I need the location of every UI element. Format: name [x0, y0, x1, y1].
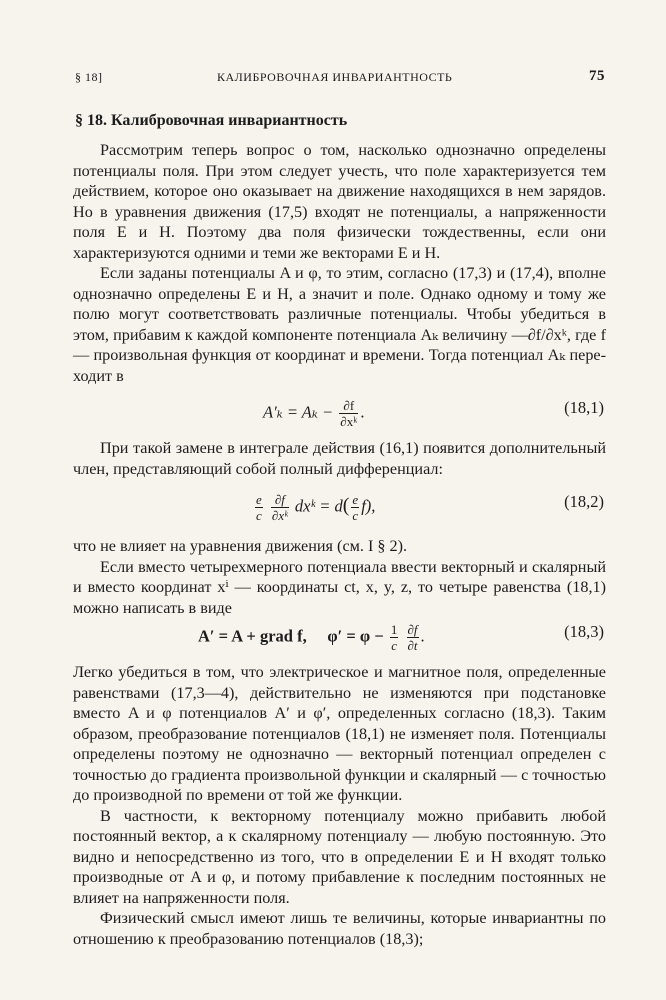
eq1-fraction: [339, 398, 358, 429]
eq3-d2: ∂t: [407, 638, 418, 653]
eq3-n1: 1: [390, 622, 398, 637]
eq1-den: ∂xᵏ: [340, 414, 358, 429]
section-ref: § 18]: [75, 70, 103, 84]
eq2-mid: dxᵏ = d: [294, 496, 343, 516]
text-block-2: [73, 438, 606, 479]
eq2-n3: e: [352, 492, 359, 507]
paragraph-4: что не влияет на уравнения движения (см. I § 2).: [73, 537, 408, 555]
paragraph-2: Если заданы потенциалы A и φ, то этим, согласно (17,3) и (17,4), вполне однозначно определены E и H, а значит и поле. Однако одному и тому же полю могут соответствовать различные потенциалы. Чтобы убедиться в этом, прибавим к каждой компоненте потенциала Aₖ величину —∂f/∂xᵏ, где f — произвольная функция от координат и времени. Тогда потенциал Aₖ переходит в: [73, 264, 606, 385]
eq2-tail: f),: [361, 496, 376, 516]
eq3-tail: .: [420, 626, 425, 646]
eq3-frac-1: [390, 622, 399, 653]
eq2-frac-1: [255, 492, 263, 523]
paragraph-3: При такой замене в интеграле действия (16,1) появится дополнительный член, представляющий собой полный дифференциал:: [73, 439, 606, 478]
paragraph-7: В частности, к векторному потенциалу можно прибавить любой постоянный вектор, а к скалярному потенциалу — любую постоянную. Это видно и непосредственно из того, что в определении E и H входят только производные от A и φ, и потому прибавление к последним постоянных не влияет на напряженности поля.: [73, 806, 606, 907]
eq2-d1: c: [256, 508, 262, 523]
equation-18-3: [73, 614, 606, 654]
eq3-label: (18,3): [564, 622, 604, 641]
eq2-frac-2: [271, 492, 289, 523]
text-block-3: [73, 536, 606, 618]
paragraph-6: Легко убедиться в том, что электрическое и магнитное поля, определенные равенствами (17,3—4), действительно не изменяются при подстановке вместо A и φ потенциалов A′ и φ′, определенных согласно (18,3). Таким образом, преобразование потенциалов (18,1) не изменяет поля. Потенциалы определены поэтому не однозначно — векторный потенциал определен с точностью до градиента произвольной функции и скалярный — с точностью до производной по времени от той же функции.: [73, 663, 606, 804]
section-title: § 18. Калибровочная инвариантность: [75, 112, 348, 129]
paragraph-5: Если вместо четырехмерного потенциала ввести векторный и скалярный и вместо координат xⁱ — координаты ct, x, y, z, то четыре равенства (18,1) можно написать в виде: [73, 557, 606, 617]
running-header: [75, 70, 605, 90]
eq2-d3: c: [352, 508, 359, 523]
running-title: КАЛИБРОВОЧНАЯ ИНВАРИАНТНОСТЬ: [217, 70, 453, 84]
eq3-d1: c: [391, 638, 398, 653]
eq2-n2: ∂f: [271, 492, 289, 508]
eq2-label: (18,2): [564, 492, 604, 511]
equation-18-2: $\frac{e}{c}$ $\frac{\partial f}{\text{∂xᵏ}}$ dxᵏ = d( $\frac{e}{c}$ f), (18,2): [256, 492, 604, 523]
eq3-lhs: A′ = A + grad f, φ′ = φ −: [198, 626, 384, 646]
eq1-num: ∂f: [339, 398, 358, 414]
page-number: 75: [589, 68, 605, 84]
eq1-label: (18,1): [564, 398, 604, 417]
paragraph-8: Физический смысл имеют лишь те величины, которые инвариантны по отношению к преобразованию потенциалов (18,3);: [73, 909, 606, 948]
text-block-1: [73, 140, 606, 386]
eq1-tail: .: [360, 402, 365, 422]
text-block-4: [73, 662, 606, 949]
equation-18-1: [73, 390, 606, 430]
eq3-n2: ∂f: [407, 622, 418, 637]
paragraph-1: Рассмотрим теперь вопрос о том, насколько однозначно определены потенциалы поля. При этом следует учесть, что поле характеризуется тем действием, которое оно оказывает на движение находящихся в нем зарядов. Но в уравнения движения (17,5) входят не потенциалы, а напряженности поля E и H. Поэтому два поля физически тождественны, если они характеризуются одними и теми же векторами E и H.: [73, 141, 606, 262]
eq2-frac-3: [351, 492, 359, 523]
eq2-d2: ∂xᵏ: [271, 508, 288, 523]
eq3-frac-2: [407, 622, 419, 653]
eq2-n1: e: [256, 492, 262, 507]
eq1-lhs: A′ₖ = Aₖ −: [263, 402, 334, 422]
